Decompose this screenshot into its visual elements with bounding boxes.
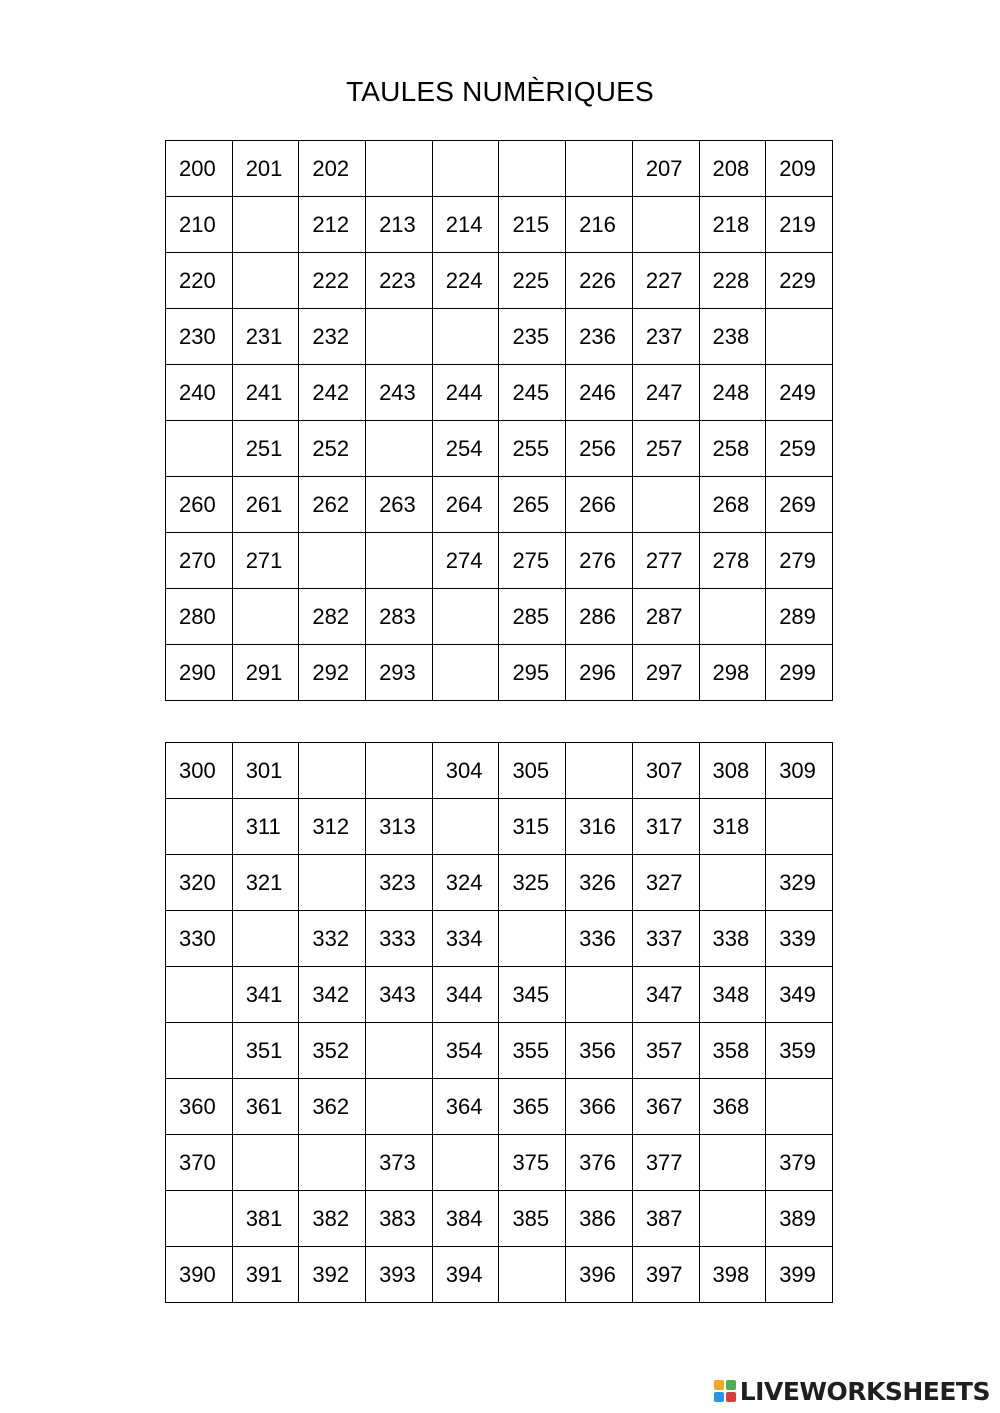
- number-cell: 231: [232, 309, 299, 365]
- number-cell: 202: [299, 141, 366, 197]
- number-cell: 396: [566, 1247, 633, 1303]
- number-cell: 278: [699, 533, 766, 589]
- number-cell: 245: [499, 365, 566, 421]
- number-cell: 262: [299, 477, 366, 533]
- number-cell: 318: [699, 799, 766, 855]
- number-cell: 228: [699, 253, 766, 309]
- number-cell: 351: [232, 1023, 299, 1079]
- number-cell: 279: [766, 533, 833, 589]
- number-cell: 352: [299, 1023, 366, 1079]
- number-cell: 348: [699, 967, 766, 1023]
- number-cell: 240: [166, 365, 233, 421]
- number-cell: 360: [166, 1079, 233, 1135]
- number-cell: 308: [699, 743, 766, 799]
- number-cell: 227: [632, 253, 699, 309]
- number-cell: 247: [632, 365, 699, 421]
- number-cell: 398: [699, 1247, 766, 1303]
- number-cell: 357: [632, 1023, 699, 1079]
- number-cell: 297: [632, 645, 699, 701]
- number-cell: 325: [499, 855, 566, 911]
- number-cell: 286: [566, 589, 633, 645]
- number-cell: 265: [499, 477, 566, 533]
- number-cell: 280: [166, 589, 233, 645]
- number-cell: 270: [166, 533, 233, 589]
- number-cell: 210: [166, 197, 233, 253]
- number-cell: 219: [766, 197, 833, 253]
- table-row: [166, 799, 833, 855]
- number-cell: 256: [566, 421, 633, 477]
- table-row: [166, 589, 833, 645]
- table-row: [166, 477, 833, 533]
- number-cell: 200: [166, 141, 233, 197]
- empty-number-cell[interactable]: [432, 1135, 499, 1191]
- number-cell: 226: [566, 253, 633, 309]
- number-cell: 392: [299, 1247, 366, 1303]
- table-row: [166, 743, 833, 799]
- number-cell: 307: [632, 743, 699, 799]
- number-cell: 229: [766, 253, 833, 309]
- table-row: [166, 911, 833, 967]
- number-cell: 349: [766, 967, 833, 1023]
- page-title: TAULES NUMÈRIQUES: [346, 76, 654, 107]
- empty-number-cell[interactable]: [166, 967, 233, 1023]
- empty-number-cell[interactable]: [699, 1135, 766, 1191]
- number-cell: 321: [232, 855, 299, 911]
- number-cell: 347: [632, 967, 699, 1023]
- number-cell: 251: [232, 421, 299, 477]
- number-cell: 324: [432, 855, 499, 911]
- number-cell: 381: [232, 1191, 299, 1247]
- number-cell: 232: [299, 309, 366, 365]
- empty-number-cell[interactable]: [232, 589, 299, 645]
- number-cell: 366: [566, 1079, 633, 1135]
- number-cell: 368: [699, 1079, 766, 1135]
- empty-number-cell[interactable]: [232, 1135, 299, 1191]
- number-cell: 244: [432, 365, 499, 421]
- number-cell: 309: [766, 743, 833, 799]
- number-cell: 375: [499, 1135, 566, 1191]
- number-cell: 285: [499, 589, 566, 645]
- number-cell: 344: [432, 967, 499, 1023]
- number-cell: 339: [766, 911, 833, 967]
- empty-number-cell[interactable]: [566, 967, 633, 1023]
- number-cell: 393: [366, 1247, 433, 1303]
- number-cell: 313: [366, 799, 433, 855]
- number-cell: 300: [166, 743, 233, 799]
- number-cell: 222: [299, 253, 366, 309]
- empty-number-cell[interactable]: [299, 855, 366, 911]
- number-cell: 391: [232, 1247, 299, 1303]
- empty-number-cell[interactable]: [699, 855, 766, 911]
- number-cell: 242: [299, 365, 366, 421]
- number-cell: 365: [499, 1079, 566, 1135]
- number-cell: 216: [566, 197, 633, 253]
- number-cell: 383: [366, 1191, 433, 1247]
- table-row: [166, 197, 833, 253]
- number-cell: 394: [432, 1247, 499, 1303]
- number-cell: 364: [432, 1079, 499, 1135]
- number-cell: 255: [499, 421, 566, 477]
- empty-number-cell[interactable]: [766, 799, 833, 855]
- number-cell: 377: [632, 1135, 699, 1191]
- empty-number-cell[interactable]: [299, 743, 366, 799]
- number-cell: 289: [766, 589, 833, 645]
- number-cell: 305: [499, 743, 566, 799]
- number-cell: 225: [499, 253, 566, 309]
- number-cell: 390: [166, 1247, 233, 1303]
- number-cell: 341: [232, 967, 299, 1023]
- number-cell: 332: [299, 911, 366, 967]
- number-cell: 266: [566, 477, 633, 533]
- liveworksheets-logo: [714, 1376, 990, 1406]
- number-cell: 290: [166, 645, 233, 701]
- number-cell: 293: [366, 645, 433, 701]
- number-cell: 214: [432, 197, 499, 253]
- number-cell: 397: [632, 1247, 699, 1303]
- number-cell: 201: [232, 141, 299, 197]
- number-cell: 261: [232, 477, 299, 533]
- number-cell: 385: [499, 1191, 566, 1247]
- empty-number-cell[interactable]: [499, 141, 566, 197]
- number-cell: 354: [432, 1023, 499, 1079]
- number-cell: 268: [699, 477, 766, 533]
- empty-number-cell[interactable]: [299, 533, 366, 589]
- number-cell: 248: [699, 365, 766, 421]
- number-cell: 299: [766, 645, 833, 701]
- logo-text: LIVEWORKSHEETS: [739, 1376, 990, 1406]
- number-cell: 387: [632, 1191, 699, 1247]
- number-cell: 358: [699, 1023, 766, 1079]
- empty-number-cell[interactable]: [499, 911, 566, 967]
- empty-number-cell[interactable]: [632, 197, 699, 253]
- number-cell: 355: [499, 1023, 566, 1079]
- number-cell: 269: [766, 477, 833, 533]
- logo-square: [726, 1392, 736, 1402]
- number-cell: 220: [166, 253, 233, 309]
- number-cell: 275: [499, 533, 566, 589]
- number-cell: 336: [566, 911, 633, 967]
- number-cell: 343: [366, 967, 433, 1023]
- number-cell: 338: [699, 911, 766, 967]
- empty-number-cell[interactable]: [432, 309, 499, 365]
- number-cell: 323: [366, 855, 433, 911]
- number-cell: 254: [432, 421, 499, 477]
- number-cell: 218: [699, 197, 766, 253]
- empty-number-cell[interactable]: [166, 421, 233, 477]
- number-cell: 295: [499, 645, 566, 701]
- number-cell: 330: [166, 911, 233, 967]
- empty-number-cell[interactable]: [366, 1079, 433, 1135]
- number-cell: 301: [232, 743, 299, 799]
- number-cell: 359: [766, 1023, 833, 1079]
- number-cell: 320: [166, 855, 233, 911]
- number-cell: 282: [299, 589, 366, 645]
- number-cell: 236: [566, 309, 633, 365]
- number-cell: 213: [366, 197, 433, 253]
- number-cell: 333: [366, 911, 433, 967]
- table-row: [166, 1135, 833, 1191]
- number-cell: 246: [566, 365, 633, 421]
- number-cell: 249: [766, 365, 833, 421]
- number-cell: 373: [366, 1135, 433, 1191]
- empty-number-cell[interactable]: [366, 743, 433, 799]
- number-cell: 376: [566, 1135, 633, 1191]
- empty-number-cell[interactable]: [566, 141, 633, 197]
- empty-number-cell[interactable]: [166, 1023, 233, 1079]
- empty-number-cell[interactable]: [232, 197, 299, 253]
- number-cell: 271: [232, 533, 299, 589]
- table-row: [166, 1023, 833, 1079]
- logo-square: [726, 1380, 736, 1390]
- table-row: [166, 855, 833, 911]
- number-cell: 283: [366, 589, 433, 645]
- empty-number-cell[interactable]: [432, 589, 499, 645]
- number-cell: 224: [432, 253, 499, 309]
- number-cell: 263: [366, 477, 433, 533]
- number-cell: 329: [766, 855, 833, 911]
- number-cell: 277: [632, 533, 699, 589]
- number-cell: 345: [499, 967, 566, 1023]
- number-cell: 243: [366, 365, 433, 421]
- empty-number-cell[interactable]: [232, 253, 299, 309]
- number-cell: 241: [232, 365, 299, 421]
- number-table-200: [165, 140, 833, 701]
- number-cell: 215: [499, 197, 566, 253]
- number-cell: 292: [299, 645, 366, 701]
- number-cell: 209: [766, 141, 833, 197]
- table-row: [166, 533, 833, 589]
- number-cell: 311: [232, 799, 299, 855]
- empty-number-cell[interactable]: [299, 1135, 366, 1191]
- empty-number-cell[interactable]: [232, 911, 299, 967]
- number-cell: 370: [166, 1135, 233, 1191]
- number-cell: 235: [499, 309, 566, 365]
- number-cell: 276: [566, 533, 633, 589]
- number-cell: 287: [632, 589, 699, 645]
- number-cell: 296: [566, 645, 633, 701]
- number-cell: 291: [232, 645, 299, 701]
- number-cell: 264: [432, 477, 499, 533]
- table-row: [166, 365, 833, 421]
- number-cell: 304: [432, 743, 499, 799]
- number-cell: 223: [366, 253, 433, 309]
- number-cell: 326: [566, 855, 633, 911]
- number-cell: 356: [566, 1023, 633, 1079]
- empty-number-cell[interactable]: [432, 645, 499, 701]
- empty-number-cell[interactable]: [366, 141, 433, 197]
- liveworksheets-logo-icon: [714, 1380, 736, 1402]
- empty-number-cell[interactable]: [766, 309, 833, 365]
- empty-number-cell[interactable]: [766, 1079, 833, 1135]
- empty-number-cell[interactable]: [366, 1023, 433, 1079]
- number-cell: 258: [699, 421, 766, 477]
- number-cell: 312: [299, 799, 366, 855]
- number-cell: 389: [766, 1191, 833, 1247]
- number-cell: 386: [566, 1191, 633, 1247]
- number-cell: 230: [166, 309, 233, 365]
- empty-number-cell[interactable]: [632, 477, 699, 533]
- number-cell: 212: [299, 197, 366, 253]
- number-cell: 382: [299, 1191, 366, 1247]
- number-cell: 298: [699, 645, 766, 701]
- number-cell: 274: [432, 533, 499, 589]
- logo-square: [714, 1380, 724, 1390]
- number-table-300: [165, 742, 833, 1303]
- number-cell: 315: [499, 799, 566, 855]
- number-cell: 367: [632, 1079, 699, 1135]
- table-row: [166, 1247, 833, 1303]
- empty-number-cell[interactable]: [566, 743, 633, 799]
- empty-number-cell[interactable]: [166, 1191, 233, 1247]
- number-cell: 379: [766, 1135, 833, 1191]
- logo-square: [714, 1392, 724, 1402]
- number-cell: 260: [166, 477, 233, 533]
- table-row: [166, 967, 833, 1023]
- number-cell: 362: [299, 1079, 366, 1135]
- number-cell: 238: [699, 309, 766, 365]
- number-cell: 259: [766, 421, 833, 477]
- table-row: [166, 645, 833, 701]
- number-cell: 257: [632, 421, 699, 477]
- empty-number-cell[interactable]: [366, 421, 433, 477]
- number-cell: 208: [699, 141, 766, 197]
- number-cell: 334: [432, 911, 499, 967]
- number-cell: 207: [632, 141, 699, 197]
- empty-number-cell[interactable]: [432, 799, 499, 855]
- number-cell: 342: [299, 967, 366, 1023]
- empty-number-cell[interactable]: [432, 141, 499, 197]
- table-row: [166, 309, 833, 365]
- table-row: [166, 421, 833, 477]
- empty-number-cell[interactable]: [499, 1247, 566, 1303]
- table-row: [166, 1191, 833, 1247]
- number-cell: 361: [232, 1079, 299, 1135]
- table-row: [166, 253, 833, 309]
- number-cell: 237: [632, 309, 699, 365]
- empty-number-cell[interactable]: [166, 799, 233, 855]
- empty-number-cell[interactable]: [699, 1191, 766, 1247]
- number-cell: 384: [432, 1191, 499, 1247]
- empty-number-cell[interactable]: [366, 533, 433, 589]
- empty-number-cell[interactable]: [366, 309, 433, 365]
- number-cell: 316: [566, 799, 633, 855]
- table-row: [166, 1079, 833, 1135]
- number-cell: 317: [632, 799, 699, 855]
- number-cell: 327: [632, 855, 699, 911]
- number-cell: 337: [632, 911, 699, 967]
- table-row: [166, 141, 833, 197]
- number-cell: 399: [766, 1247, 833, 1303]
- number-cell: 252: [299, 421, 366, 477]
- empty-number-cell[interactable]: [699, 589, 766, 645]
